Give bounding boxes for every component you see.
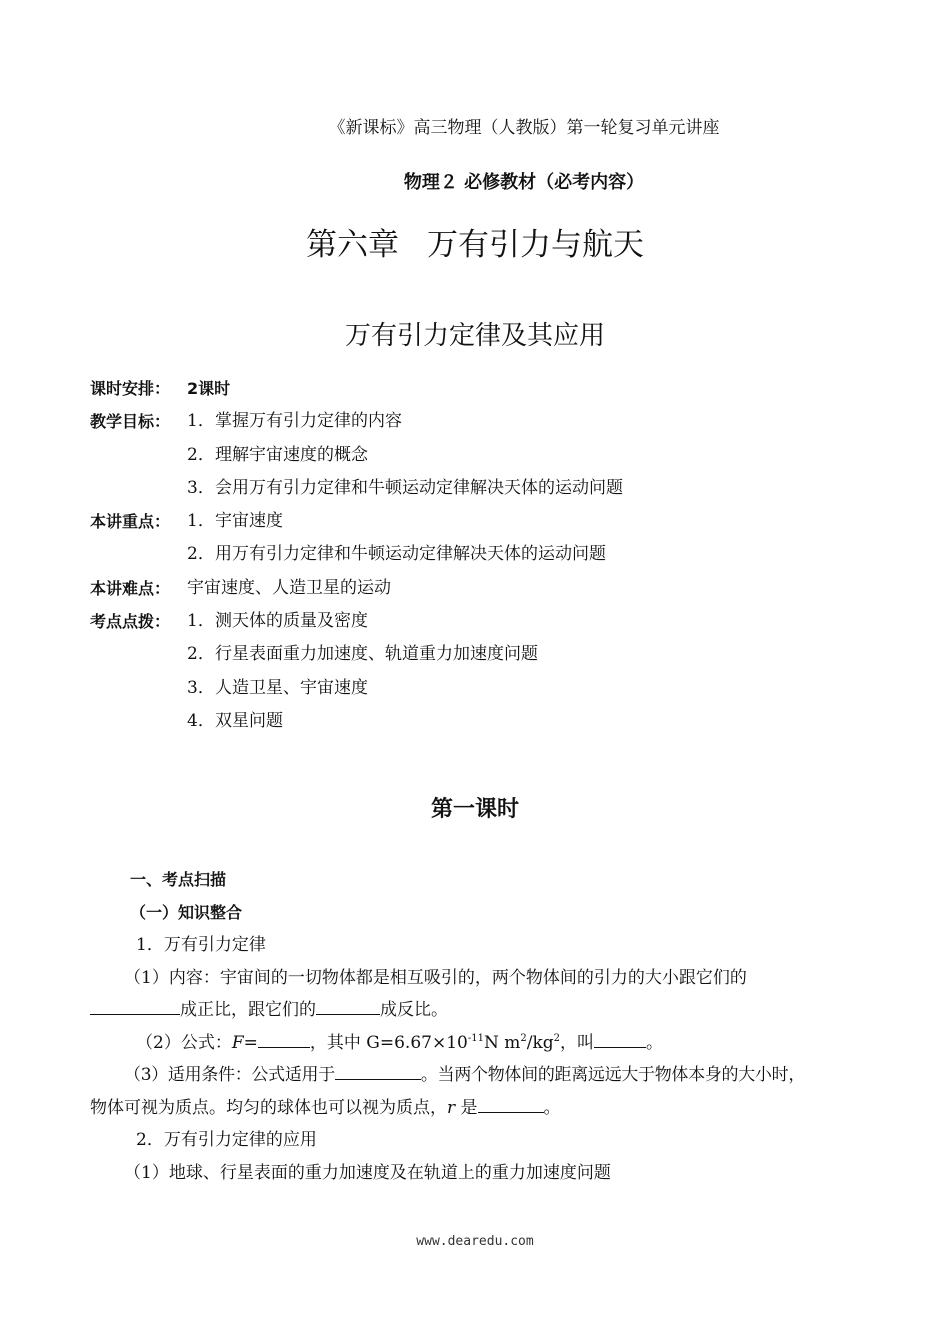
fill-blank[interactable] — [90, 996, 180, 1015]
paragraph — [90, 994, 880, 1027]
goal-number: 1． — [187, 411, 215, 432]
key-label: 本讲重点： — [90, 512, 171, 532]
exam-row — [90, 672, 623, 705]
goal-row — [90, 439, 623, 472]
key-number: 1． — [187, 511, 215, 532]
paragraph-text: 。 — [543, 1097, 561, 1118]
chapter-heading — [0, 219, 950, 264]
paragraph-text: 。 — [646, 1032, 664, 1053]
paragraph-text: 是 — [455, 1097, 478, 1118]
formula-operator: = — [243, 1032, 258, 1053]
difficulty-row — [90, 572, 623, 605]
exam-row — [90, 705, 623, 738]
lesson-title: 第一课时 — [430, 797, 519, 822]
key-row — [90, 505, 623, 538]
exponent: -11 — [467, 1032, 484, 1044]
key-number: 2． — [187, 544, 215, 565]
exam-item: 测天体的质量及密度 — [215, 611, 368, 632]
hours-value: 2课时 — [187, 379, 231, 398]
paragraph-text: （3）适用条件：公式适用于 — [124, 1065, 335, 1085]
goal-item: 掌握万有引力定律的内容 — [215, 411, 402, 432]
footer-url[interactable]: www.dearedu.com — [416, 1234, 534, 1249]
paragraph-text: （2）公式： — [136, 1032, 232, 1053]
item-heading: 1．万有引力定律 — [136, 935, 266, 955]
formula-variable: r — [447, 1097, 456, 1118]
exam-row — [90, 605, 623, 638]
difficulty-label: 本讲难点： — [90, 578, 171, 598]
paragraph — [90, 1059, 880, 1092]
paragraph: （1）地球、行星表面的重力加速度及在轨道上的重力加速度问题 — [124, 1162, 611, 1183]
exam-number: 1． — [187, 611, 215, 632]
exam-item: 双星问题 — [215, 710, 283, 731]
exponent: 2 — [553, 1032, 561, 1044]
goal-number: 2． — [187, 444, 215, 465]
exam-number: 4． — [187, 710, 215, 731]
key-row — [90, 538, 623, 571]
fill-blank[interactable] — [258, 1029, 310, 1048]
paragraph-text: ，其中 G=6.67×10 — [309, 1032, 468, 1053]
paragraph — [90, 1092, 880, 1125]
fill-blank[interactable] — [594, 1029, 646, 1048]
key-item: 宇宙速度 — [215, 511, 283, 532]
goal-item: 理解宇宙速度的概念 — [215, 444, 368, 465]
fill-blank[interactable] — [335, 1061, 421, 1080]
chapter-number: 第六章 — [306, 227, 399, 263]
exam-label: 考点点拨： — [90, 612, 171, 632]
lesson-content — [90, 864, 880, 1189]
paragraph-text: ，叫 — [560, 1032, 595, 1053]
difficulty-text: 宇宙速度、人造卫星的运动 — [187, 577, 391, 598]
lesson-info — [90, 372, 623, 738]
goals-label: 教学目标： — [90, 412, 171, 432]
exam-row — [90, 638, 623, 671]
paragraph — [90, 962, 880, 995]
chapter-title: 万有引力与航天 — [427, 227, 644, 263]
paragraph-text: 成正比，跟它们的 — [180, 1000, 316, 1020]
paragraph-text: 物体可视为质点。均匀的球体也可以视为质点， — [90, 1097, 447, 1118]
goal-number: 3． — [187, 477, 215, 498]
exam-number: 3． — [187, 677, 215, 698]
hours-row — [90, 372, 623, 405]
series-title: 《新课标》高三物理（人教版）第一轮复习单元讲座 — [328, 118, 720, 138]
exam-item: 人造卫星、宇宙速度 — [215, 677, 368, 698]
exponent: 2 — [520, 1032, 527, 1044]
item-heading: 2．万有引力定律的应用 — [136, 1130, 317, 1150]
goal-item: 会用万有引力定律和牛顿运动定律解决天体的运动问题 — [215, 477, 623, 498]
topic-title: 万有引力定律及其应用 — [344, 321, 605, 351]
goal-row — [90, 405, 623, 438]
paragraph-text: 成反比。 — [380, 1000, 448, 1020]
exam-number: 2． — [187, 644, 215, 665]
paragraph — [90, 1027, 880, 1060]
paragraph-text: （1）内容：宇宙间的一切物体都是相互吸引的，两个物体间的引力的大小跟它们的 — [124, 967, 747, 988]
exam-item: 行星表面重力加速度、轨道重力加速度问题 — [215, 644, 538, 665]
fill-blank[interactable] — [478, 1094, 544, 1113]
formula-variable: F — [231, 1032, 244, 1053]
fill-blank[interactable] — [316, 996, 380, 1015]
subsection-heading: （一）知识整合 — [130, 902, 243, 922]
section-heading: 一、考点扫描 — [130, 870, 227, 889]
paragraph-text: N m — [483, 1032, 521, 1053]
paragraph-text: /kg — [526, 1032, 554, 1053]
hours-label: 课时安排： — [90, 379, 171, 398]
key-item: 用万有引力定律和牛顿运动定律解决天体的运动问题 — [215, 544, 606, 565]
textbook-title: 物理２ 必修教材（必考内容） — [403, 172, 645, 193]
goal-row — [90, 472, 623, 505]
paragraph-text: 。当两个物体间的距离远远大于物体本身的大小时， — [420, 1065, 806, 1085]
